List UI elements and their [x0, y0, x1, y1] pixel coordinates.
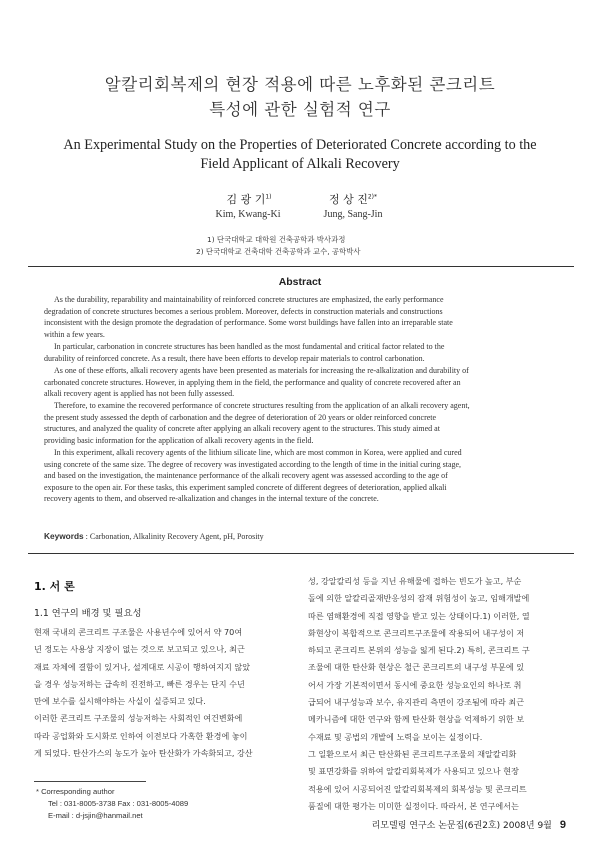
author-2-sup: 2)* — [367, 193, 378, 201]
body-line: 메카니즘에 대한 연구와 함께 탄산화 현상을 억제하기 위한 보 — [308, 714, 525, 725]
abstract-paragraph-2 — [44, 341, 565, 364]
body-line: 따른 염해환경에 직접 영향을 받고 있는 상태이다.1) 이러한, 열 — [308, 610, 530, 621]
abstract-line: durability of reinforced concrete. As a result, there have been efforts to develop repair materials to control carbonation. — [44, 353, 425, 363]
title-en-line-2: Field Applicant of Alkali Recovery — [200, 156, 400, 172]
affiliation-2: 2) 단국대학교 건축대학 건축공학과 교수, 공학박사 — [196, 247, 361, 256]
body-line: 품질에 대한 평가는 미미한 실정이다. 따라서, 본 연구에서는 — [308, 800, 519, 811]
author-2-ko — [318, 191, 388, 207]
body-line: 을 경우 성능저하는 급속히 진전하고, 빠른 경우는 단지 수년 — [34, 678, 245, 689]
subsection-heading: 1.1 연구의 배경 및 필요성 — [34, 608, 142, 619]
body-line: 돌에 의한 알칼리골재반응성의 잠재 위험성이 높고, 임해개발에 — [308, 593, 530, 604]
title-ko-line-1: 알칼리회복제의 현장 적용에 따른 노후화된 콘크리트 — [104, 75, 496, 94]
body-line: 그 일환으로서 최근 탄산화된 콘크리트구조물의 재알칼리화 — [308, 748, 517, 759]
abstract-line: In particular, carbonation in concrete structures has been handled as the most fundamental and critical factor related to the — [54, 342, 445, 351]
body-line: 적용에 있어 시공되어진 알칼리회복제의 회복성능 및 콘크리트 — [308, 783, 527, 794]
section-heading: 1. 서 론 — [34, 580, 75, 593]
body-line: 성, 강알칼리성 등을 지닌 유해물에 접하는 빈도가 높고, 부순 — [308, 576, 522, 586]
abstract-line: carbonated concrete structures. However, in applying them in the field, the performance and quality of concrete recovered after an — [44, 377, 461, 387]
author-2-name: 정 상 진 — [328, 193, 368, 206]
abstract-line: recovery agents to them, and observed re-alkalization and changes in the internal texture of the concrete. — [44, 494, 379, 504]
author-1-ko — [214, 191, 284, 207]
abstract-line: structures, and analyzed the quality of concrete after applying an alkali recovery agent to the structures. This study aimed at — [44, 424, 440, 434]
body-line: 따라 공업화와 도시화로 인하여 이전보다 가혹한 환경에 놓이 — [34, 730, 248, 741]
body-line: 재료 자체에 결함이 있거나, 설계대로 시공이 행하여지지 않았 — [34, 661, 251, 672]
abstract-paragraph-4 — [44, 400, 565, 446]
body-line: 하되고 콘크리트 본위의 성능을 잃게 된다.2) 특히, 콘크리트 구 — [308, 645, 530, 656]
body-line: 이러한 콘크리트 구조물의 성능저하는 사회적인 여건변화에 — [34, 713, 243, 724]
abstract-line: inconsistent with the design promote the degradation of performance. Some worst buildings have fallen into an irreparable state — [44, 318, 453, 328]
footnote-corresponding: * Corresponding author — [36, 787, 115, 796]
page-footer — [372, 818, 566, 831]
abstract-paragraph-1 — [44, 294, 565, 340]
body-line: 현재 국내의 콘크리트 구조물은 사용년수에 있어서 약 70여 — [34, 627, 243, 637]
left-column — [34, 624, 296, 762]
abstract-line: using concrete of the same size. The degree of recovery was investigated according to the length of time in the initial curing stage, — [44, 459, 462, 469]
body-line: 수재료 및 공법의 개발에 노력을 보이는 실정이다. — [308, 731, 483, 742]
footnote-rule — [34, 781, 146, 782]
body-line: 조물에 대한 탄산화 현상은 철근 콘크리트의 내구성 부문에 있 — [308, 662, 525, 673]
abstract-bottom-rule — [28, 553, 574, 554]
right-column — [308, 573, 570, 815]
abstract-top-rule — [28, 266, 574, 270]
abstract-line: and based on the investigation, the maintenance performance of the alkali recovery agent was assessed according to the age of — [44, 471, 448, 481]
abstract-paragraph-5 — [44, 447, 565, 505]
body-line: 년 정도는 사용상 지장이 없는 것으로 보고되고 있으나, 최근 — [34, 644, 245, 655]
keywords-label: Keywords — [44, 531, 84, 541]
abstract-line: As the durability, reparability and maintainability of reinforced concrete structures are emphasized, the early performance — [54, 295, 444, 304]
author-2-en: Jung, Sang-Jin — [323, 209, 383, 220]
body-line: 어서 가장 기본적이면서 동시에 중요한 성능요인의 하나로 취 — [308, 679, 522, 690]
body-line: 및 표면강화를 위하여 알칼리회복제가 사용되고 있으나 현장 — [308, 766, 519, 777]
abstract-line: Therefore, to examine the recovered performance of concrete structures resulting from the application of an alkali recovery agent, — [54, 401, 470, 410]
journal-citation: 리모델링 연구소 논문집(6권2호) 2008년 9월 — [371, 821, 552, 831]
abstract-line: degradation of concrete structures becomes a serious problem. Moreover, defects in construction materials and constructions — [44, 306, 443, 316]
affiliation-1: 1) 단국대학교 대학원 건축공학과 박사과정 — [207, 235, 346, 244]
author-1-sup: 1) — [265, 193, 272, 201]
keywords-text: : Carbonation, Alkalinity Recovery Agent, pH, Porosity — [85, 532, 264, 541]
abstract-line: alkali recovery agent is applied has not been fully assessed. — [44, 389, 235, 399]
footnote-email: E-mail : d-jsjin@hanmail.net — [48, 811, 143, 820]
abstract-line: exposure to the open air. For these tasks, this experiment sampled concrete of different degrees of deterioration, applied alkali — [44, 482, 447, 492]
abstract-line: In this experiment, alkali recovery agents of the lithium silicate line, which are most common in Korea, were applied and cured — [54, 448, 462, 457]
footnote-tel: Tel : 031-8005-3738 Fax : 031-8005-4089 — [48, 799, 189, 808]
body-line: 화현상이 복합적으로 콘크리트구조물에 작용되어 내구성이 저 — [308, 627, 525, 638]
body-line: 급되어 내구성능과 보수, 유지관리 측면이 강조됨에 따라 최근 — [308, 697, 525, 708]
keywords — [44, 531, 565, 541]
abstract-line: As one of these efforts, alkali recovery agents have been presented as materials for increasing the re-alkalization and durability of — [54, 366, 469, 375]
abstract-line: providing basic information for the application of alkali recovery agents in the field. — [44, 435, 314, 445]
page-number: 9 — [559, 819, 566, 831]
abstract-heading: Abstract — [278, 276, 322, 288]
body-line: 만에 보수를 실시해야하는 사실이 실증되고 있다. — [34, 696, 206, 707]
abstract-paragraph-3 — [44, 365, 565, 400]
abstract-line: within a few years. — [44, 329, 105, 339]
title-en-line-1: An Experimental Study on the Properties of Deteriorated Concrete according to the — [63, 137, 537, 153]
author-1-en: Kim, Kwang-Ki — [215, 209, 281, 220]
abstract-line: the present study assessed the depth of carbonation and the degree of deterioration of 20 years or older reinforced concrete — [44, 412, 437, 422]
title-ko-line-2: 특성에 관한 실험적 연구 — [209, 100, 391, 119]
body-line: 게 되었다. 탄산가스의 농도가 높아 탄산화가 가속화되고, 강산 — [34, 748, 253, 759]
author-1-name: 김 광 기 — [226, 193, 266, 206]
